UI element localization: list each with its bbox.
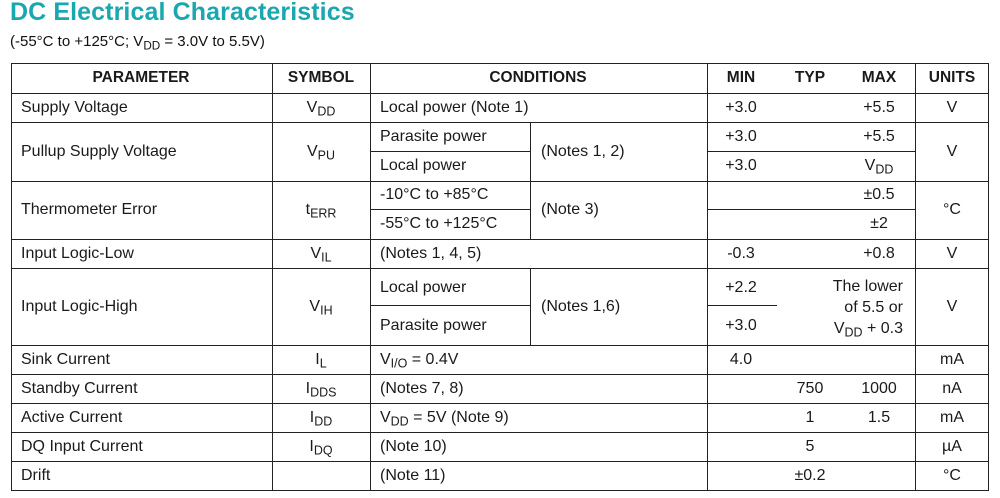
max-value: ±2	[870, 215, 888, 232]
parameter-label: Standby Current	[21, 380, 138, 397]
min-value: +3.0	[725, 317, 757, 334]
parameter-label: Sink Current	[21, 351, 110, 368]
max-value: ±0.5	[863, 186, 895, 203]
row-subrule	[707, 151, 915, 152]
notes-cell: (Notes 1,6)	[541, 298, 621, 315]
min-value: +3.0	[725, 157, 757, 174]
row-subrule	[370, 151, 530, 152]
parameter-label: DQ Input Current	[21, 438, 143, 455]
notes-column-rule	[530, 122, 531, 239]
max-value: +5.5	[863, 99, 895, 116]
row-rule	[11, 461, 989, 462]
parameter-label: Input Logic-Low	[21, 245, 134, 262]
units-cell: mA	[940, 409, 964, 426]
condition-cell: -10°C to +85°C	[380, 186, 489, 203]
max-value: +5.5	[863, 128, 895, 145]
column-rule	[707, 63, 708, 491]
parameter-label: Drift	[21, 467, 51, 484]
row-rule	[11, 345, 989, 346]
condition-cell: Local power (Note 1)	[380, 99, 529, 116]
max-value: 1.5	[867, 409, 891, 426]
condition-cell: Parasite power	[380, 128, 487, 145]
condition-cell: (Notes 1, 4, 5)	[380, 245, 482, 262]
units-cell: mA	[940, 351, 964, 368]
min-value: 4.0	[729, 351, 753, 368]
column-rule	[272, 63, 273, 491]
row-subrule	[370, 305, 530, 306]
units-cell: °C	[943, 467, 961, 484]
row-rule	[11, 432, 989, 433]
header-rule	[11, 93, 989, 94]
max-value: +0.8	[863, 245, 895, 262]
header-symbol: SYMBOL	[287, 69, 355, 86]
max-value: The lower of 5.5 or $V_{DD} + 0.3$	[832, 278, 903, 340]
symbol-cell: $I_{DQ}$	[309, 438, 333, 458]
units-cell: V	[946, 245, 958, 262]
symbol-cell: $I_{DDS}$	[305, 380, 337, 400]
symbol-cell: $t_{ERR}$	[305, 201, 337, 221]
row-rule	[11, 122, 989, 123]
row-rule	[11, 268, 989, 269]
condition-cell: Local power	[380, 279, 467, 296]
symbol-cell: $I_{DD}$	[309, 409, 333, 429]
row-rule	[11, 239, 989, 240]
parameter-label: Pullup Supply Voltage	[21, 143, 177, 160]
condition-cell: (Note 10)	[380, 438, 447, 455]
page-title: DC Electrical Characteristics	[10, 0, 355, 26]
row-rule	[11, 181, 989, 182]
header-parameter: PARAMETER	[92, 69, 190, 86]
condition-cell: Parasite power	[380, 317, 487, 334]
units-cell: °C	[943, 201, 961, 218]
column-rule	[915, 63, 916, 491]
parameter-label: Supply Voltage	[21, 99, 128, 116]
notes-cell: (Note 3)	[541, 201, 599, 218]
header-typ: TYP	[794, 69, 826, 86]
notes-cell: (Notes 1, 2)	[541, 143, 625, 160]
min-value: +3.0	[725, 128, 757, 145]
symbol-cell: $I_L$	[315, 351, 327, 371]
units-cell: V	[946, 99, 958, 116]
max-value: 1000	[861, 380, 897, 397]
header-units: UNITS	[928, 69, 976, 86]
min-value: +3.0	[725, 99, 757, 116]
parameter-label: Active Current	[21, 409, 123, 426]
units-cell: V	[946, 298, 958, 315]
row-rule	[11, 374, 989, 375]
symbol-cell: $V_{DD}$	[306, 99, 336, 119]
units-cell: V	[946, 143, 958, 160]
typ-value: 5	[805, 438, 815, 455]
header-conditions: CONDITIONS	[489, 69, 587, 86]
units-cell: nA	[942, 380, 962, 397]
symbol-cell: $V_{PU}$	[307, 143, 335, 163]
parameter-label: Input Logic-High	[21, 298, 138, 315]
min-value: -0.3	[727, 245, 755, 262]
symbol-cell: $V_{IH}$	[309, 298, 333, 318]
typ-value: ±0.2	[794, 467, 826, 484]
condition-cell: $V_{DD} = 5V$ (Note 9)	[380, 409, 509, 429]
notes-column-rule	[530, 268, 531, 345]
row-subrule	[707, 305, 777, 306]
max-value: $V_{DD}$	[864, 157, 894, 177]
parameter-label: Thermometer Error	[21, 201, 158, 218]
units-cell: µA	[942, 438, 962, 455]
condition-cell: (Note 11)	[380, 467, 446, 484]
row-rule	[11, 403, 989, 404]
condition-cell: Local power	[380, 157, 467, 174]
conditions-subtitle: (-55°C to +125°C; $V_{DD} = 3.0V$ to 5.5V)	[10, 33, 265, 53]
row-subrule	[707, 209, 915, 210]
condition-cell: (Notes 7, 8)	[380, 380, 464, 397]
condition-cell: $V_{I/O} = 0.4V$	[380, 351, 459, 371]
typ-value: 1	[805, 409, 815, 426]
typ-value: 750	[796, 380, 824, 397]
min-value: +2.2	[725, 279, 757, 296]
header-min: MIN	[726, 69, 756, 86]
condition-cell: -55°C to +125°C	[380, 215, 498, 232]
symbol-cell: $V_{IL}$	[310, 245, 332, 265]
header-max: MAX	[861, 69, 897, 86]
column-rule	[370, 63, 371, 491]
row-subrule	[370, 209, 530, 210]
